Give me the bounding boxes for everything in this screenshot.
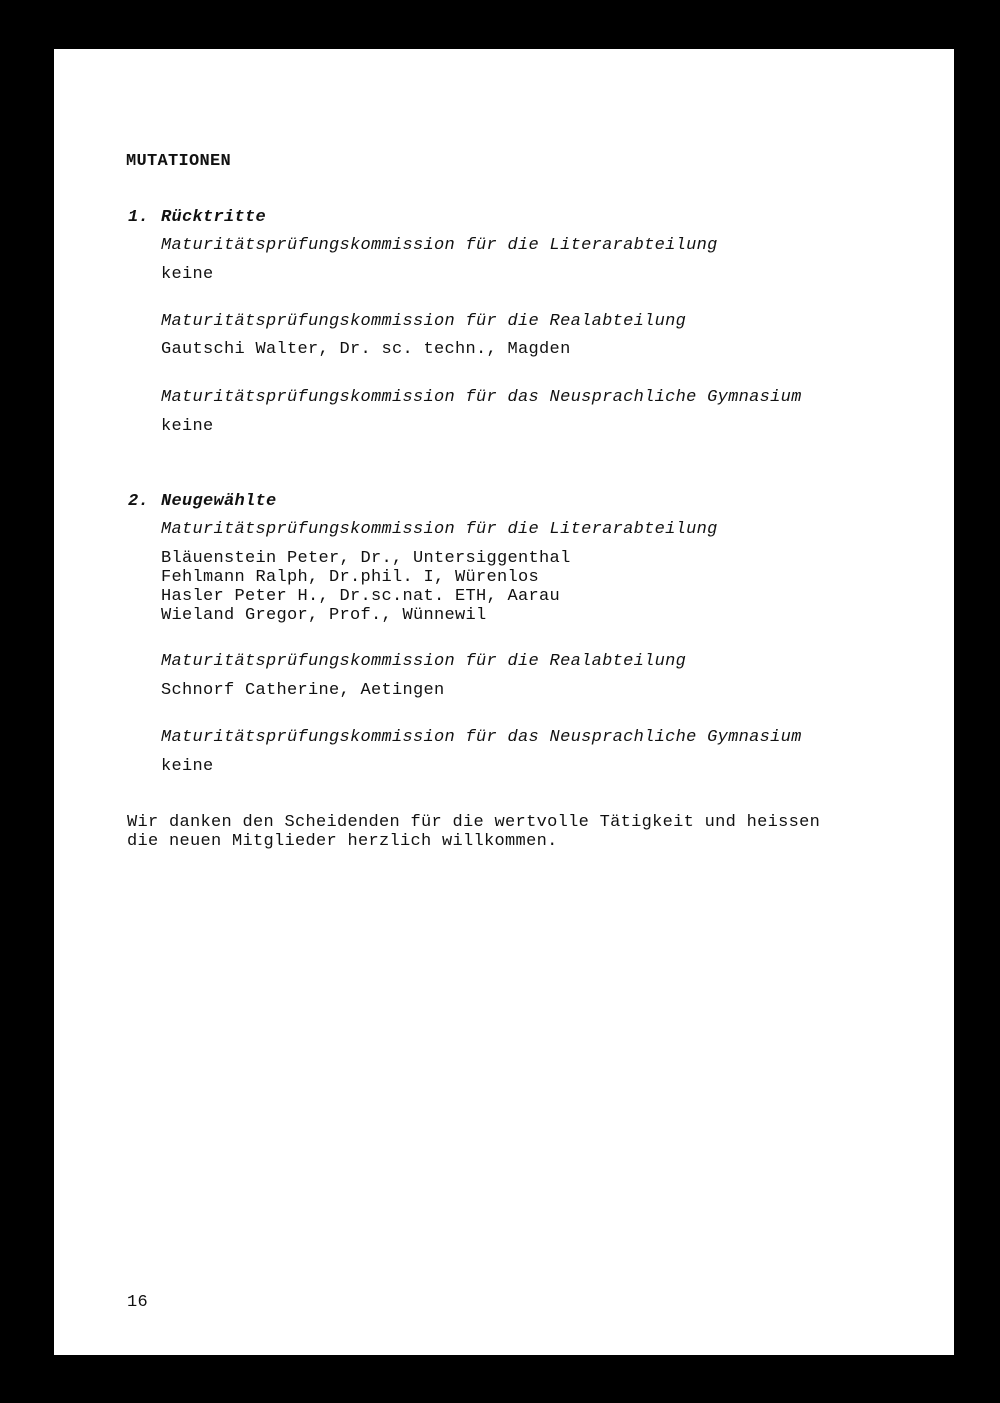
section-2-number: 2. bbox=[128, 492, 150, 511]
member-entry: Bläuenstein Peter, Dr., Untersiggenthal bbox=[161, 549, 571, 568]
member-entry: Schnorf Catherine, Aetingen bbox=[161, 681, 445, 700]
section-2-heading: Neugewählte bbox=[161, 492, 277, 511]
member-entry: keine bbox=[161, 757, 214, 776]
commission-heading: Maturitätsprüfungskommission für die Realabteilung bbox=[161, 312, 687, 331]
page-number: 16 bbox=[127, 1293, 149, 1312]
commission-heading: Maturitätsprüfungskommission für die Literarabteilung bbox=[161, 236, 718, 255]
member-entry: keine bbox=[161, 417, 214, 436]
member-entry: Hasler Peter H., Dr.sc.nat. ETH, Aarau bbox=[161, 587, 561, 606]
member-entry: Gautschi Walter, Dr. sc. techn., Magden bbox=[161, 340, 571, 359]
section-1-heading: Rücktritte bbox=[161, 208, 267, 227]
commission-heading: Maturitätsprüfungskommission für das Neusprachliche Gymnasium bbox=[161, 388, 802, 407]
member-entry: Wieland Gregor, Prof., Wünnewil bbox=[161, 606, 487, 625]
closing-line: Wir danken den Scheidenden für die wertvolle Tätigkeit und heissen bbox=[127, 813, 821, 832]
commission-heading: Maturitätsprüfungskommission für die Realabteilung bbox=[161, 652, 687, 671]
commission-heading: Maturitätsprüfungskommission für die Literarabteilung bbox=[161, 520, 718, 539]
page-title: MUTATIONEN bbox=[126, 152, 232, 171]
member-entry: keine bbox=[161, 265, 214, 284]
member-entry: Fehlmann Ralph, Dr.phil. I, Würenlos bbox=[161, 568, 540, 587]
section-1-number: 1. bbox=[128, 208, 150, 227]
closing-line: die neuen Mitglieder herzlich willkommen. bbox=[127, 832, 558, 851]
commission-heading: Maturitätsprüfungskommission für das Neusprachliche Gymnasium bbox=[161, 728, 802, 747]
document-page bbox=[54, 49, 954, 1355]
